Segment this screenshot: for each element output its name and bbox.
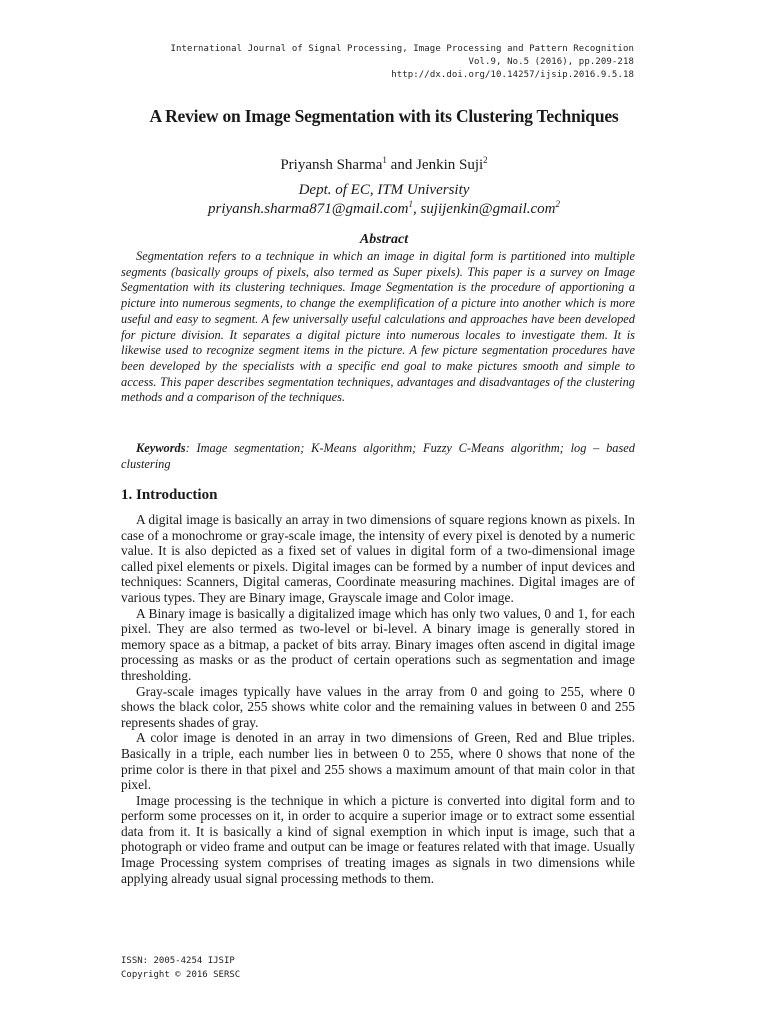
author-conjunction: and bbox=[386, 157, 417, 173]
paragraph: A color image is denoted in an array in two dimensions of Green, Red and Blue triples. Basically in a triple, each number lies in between 0 to 255, where 0 shows that none of the prime color is there in that pixel and 255 shows a maximum amount of that main color in that pixel. bbox=[121, 730, 635, 793]
paragraph: A Binary image is basically a digitalized image which has only two values, 0 and 1, for each pixel. They are also termed as two-level or bi-level. A binary image is generally stored in memory space as a bitmap, a packet of bits array. Binary images often ascend in digital image processing as masks or as the product of certain operations such as segmentation and image thresholding. bbox=[121, 605, 635, 683]
email-2-mark: 2 bbox=[555, 199, 560, 209]
paragraph: Gray-scale images typically have values in the array from 0 and going to 255, where 0 shows the black color, 255 shows white color and the remaining values in between 0 and 255 represents shades of gray. bbox=[121, 683, 635, 730]
journal-header bbox=[170, 43, 634, 82]
email-line bbox=[0, 199, 768, 219]
issn: ISSN: 2005-4254 IJSIP bbox=[121, 956, 235, 966]
copyright: Copyright © 2016 SERSC bbox=[121, 970, 241, 980]
author-2-affil-mark: 2 bbox=[483, 155, 488, 165]
paragraph: Image processing is the technique in which a picture is converted into digital form and to perform some processes on it, in order to acquire a superior image or to extract some essential data from it. It is basically a kind of signal exemption in which input is image, such that a photograph or video frame and output can be image or features related with that image. Usually Image Processing system comprises of treating images as signals in two dimensions while applying already usual signal processing methods to them. bbox=[121, 792, 635, 886]
journal-volume: Vol.9, No.5 (2016), pp.209-218 bbox=[468, 57, 634, 67]
section-heading-introduction: 1. Introduction bbox=[121, 487, 218, 503]
keywords-label: Keywords bbox=[136, 441, 186, 455]
author-1: Priyansh Sharma bbox=[280, 157, 383, 173]
keywords bbox=[121, 441, 635, 472]
abstract-heading: Abstract bbox=[359, 232, 409, 247]
email-1: priyansh.sharma871@gmail.com bbox=[208, 201, 409, 217]
author-1-affil-mark: 1 bbox=[382, 155, 387, 165]
email-2: sujijenkin@gmail.com bbox=[420, 201, 556, 217]
affiliation: Dept. of EC, ITM University bbox=[298, 182, 470, 198]
journal-name: International Journal of Signal Processing, Image Processing and Pattern Recognition bbox=[170, 44, 634, 54]
keywords-text: : Image segmentation; K-Means algorithm; Fuzzy C-Means algorithm; log – based clustering bbox=[121, 441, 635, 471]
paper-title: A Review on Image Segmentation with its Clustering Techniques bbox=[149, 106, 619, 126]
abstract-text: Segmentation refers to a technique in which an image in digital form is partitioned into multiple segments (basically groups of pixels, also termed as Super pixels). This paper is a survey on Image Segmentation with its clustering techniques. Image Segmentation is the procedure of apportioning a picture into numerous segments, to change the exemplification of a picture into another which is more useful and easy to segment. A few universally useful calculations and approaches have been developed for picture division. It separates a digital picture into numerous locales to investigate them. It is likewise used to recognize segment items in the picture. A few picture segmentation procedures have been developed by the specialists with a specific end goal to make pictures smooth and simple to access. This paper describes segmentation techniques, advantages and disadvantages of the clustering methods and a comparison of the techniques. bbox=[121, 249, 635, 405]
page-footer bbox=[121, 954, 240, 982]
introduction-body bbox=[121, 512, 635, 886]
paragraph: A digital image is basically an array in two dimensions of square regions known as pixels. In case of a monochrome or gray-scale image, the intensity of every pixel is denoted by a numeric value. It is also depicted as a fixed set of values in digital form of a two-dimensional image called pixel elements or pixels. Digital images can be formed by a number of input devices and techniques: Scanners, Digital cameras, Coordinate measuring machines. Digital images are of various types. They are Binary image, Grayscale image and Color image. bbox=[121, 512, 635, 605]
author-line bbox=[0, 155, 768, 175]
journal-doi: http://dx.doi.org/10.14257/ijsip.2016.9.5.18 bbox=[391, 70, 634, 80]
author-2: Jenkin Suji bbox=[416, 157, 484, 173]
email-separator: , bbox=[412, 201, 421, 217]
email-1-mark: 1 bbox=[408, 199, 413, 209]
